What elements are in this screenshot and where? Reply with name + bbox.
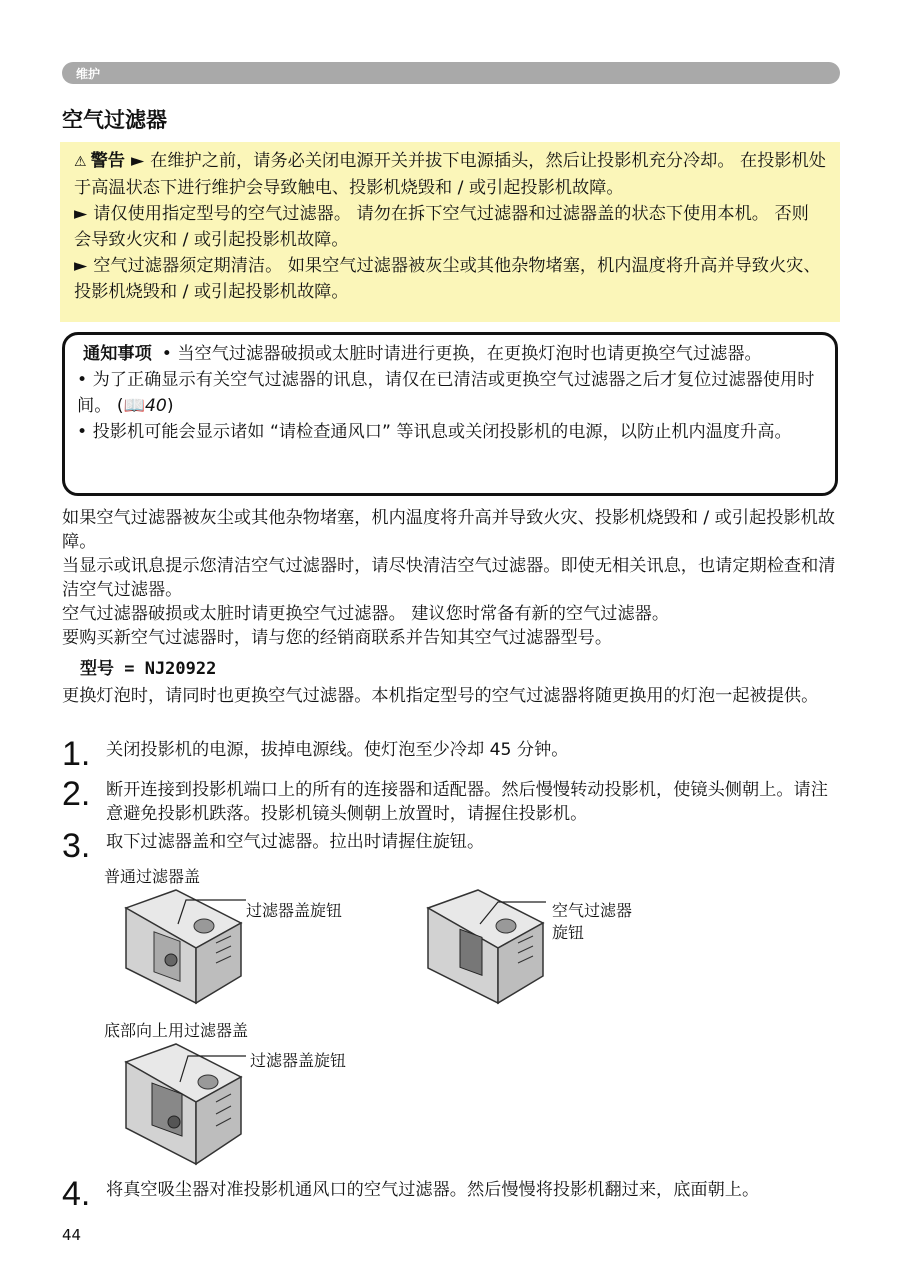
step-text: 断开连接到投影机端口上的所有的连接器和适配器。然后慢慢转动投影机，使镜头侧朝上。请注意避免投影机跌落。投影机镜头侧朝上放置时，请握住投影机。 bbox=[106, 780, 828, 824]
warning-item-3 bbox=[74, 253, 826, 305]
notice-text-1: • 当空气过滤器破损或太脏时请进行更换，在更换灯泡时也请更换空气过滤器。 bbox=[161, 344, 762, 364]
section-header-bar bbox=[62, 62, 840, 84]
notice-text-3: • 投影机可能会显示诸如 “请检查通风口” 等讯息或关闭投影机的电源，以防止机内温度升高。 bbox=[77, 422, 792, 442]
warning-item-1 bbox=[74, 148, 826, 201]
caption-normal-cover: 普通过滤器盖 bbox=[104, 867, 201, 886]
warning-item-2 bbox=[74, 201, 826, 253]
notice-item-2 bbox=[77, 367, 823, 419]
body-paragraph-3: 空气过滤器破损或太脏时请更换空气过滤器。 建议您时常备有新的空气过滤器。 bbox=[62, 604, 670, 624]
projector-illustration-air-filter bbox=[418, 888, 548, 1008]
step-3 bbox=[62, 828, 842, 864]
callout-air-filter-line1: 空气过滤器 bbox=[552, 901, 633, 920]
notice-item-1 bbox=[77, 341, 823, 367]
arrow-right-icon: ► bbox=[74, 204, 88, 224]
notice-item-3 bbox=[77, 419, 823, 445]
callout-filter-cover-knob: 过滤器盖旋钮 bbox=[246, 901, 343, 920]
body-paragraph-4: 要购买新空气过滤器时，请与您的经销商联系并告知其空气过滤器型号。 bbox=[62, 628, 613, 648]
step-number: 3. bbox=[62, 827, 91, 865]
caption-bottom-up-cover: 底部向上用过滤器盖 bbox=[104, 1021, 249, 1040]
step-text: 将真空吸尘器对准投影机通风口的空气过滤器。然后慢慢将投影机翻过来，底面朝上。 bbox=[106, 1180, 760, 1200]
warning-triangle-icon: ⚠ bbox=[74, 154, 87, 170]
notice-box bbox=[62, 332, 838, 496]
step-text: 取下过滤器盖和空气过滤器。拉出时请握住旋钮。 bbox=[106, 832, 485, 852]
projector-illustration-normal-cover bbox=[116, 888, 246, 1008]
warning-box bbox=[60, 142, 840, 322]
arrow-right-icon: ► bbox=[130, 151, 145, 171]
step-number: 1. bbox=[62, 735, 91, 773]
step-number: 4. bbox=[62, 1175, 91, 1213]
arrow-right-icon: ► bbox=[74, 256, 88, 276]
page-title: 空气过滤器 bbox=[62, 108, 167, 132]
step-4 bbox=[62, 1176, 842, 1212]
callout-air-filter-line2: 旋钮 bbox=[552, 923, 585, 942]
step-number: 2. bbox=[62, 775, 91, 813]
notice-label: 通知事项 bbox=[83, 344, 152, 364]
warning-text-2: 请仅使用指定型号的空气过滤器。 请勿在拆下空气过滤器和过滤器盖的状态下使用本机。 否则会导致火灾和 / 或引起投影机故障。 bbox=[74, 204, 809, 250]
callout-filter-cover-knob-2: 过滤器盖旋钮 bbox=[250, 1051, 347, 1070]
step-text: 关闭投影机的电源，拔掉电源线。使灯泡至少冷却 45 分钟。 bbox=[106, 740, 569, 760]
body-paragraph-1: 如果空气过滤器被灰尘或其他杂物堵塞，机内温度将升高并导致火灾、投影机烧毁和 / 或引起投影机故障。 bbox=[62, 508, 835, 552]
notice-text-2: • 为了正确显示有关空气过滤器的讯息，请仅在已清洁或更换空气过滤器之后才复位过滤器使用时间。 ( bbox=[77, 370, 815, 416]
book-reference-icon: 📖 bbox=[123, 396, 145, 416]
body-paragraph-2: 当显示或讯息提示您清洁空气过滤器时，请尽快清洁空气过滤器。即使无相关讯息，也请定期检查和清洁空气过滤器。 bbox=[62, 556, 836, 600]
section-label: 维护 bbox=[76, 67, 101, 81]
projector-illustration-bottom-up-cover bbox=[116, 1042, 246, 1170]
step-2 bbox=[62, 776, 842, 828]
warning-text-3: 空气过滤器须定期清洁。 如果空气过滤器被灰尘或其他杂物堵塞，机内温度将升高并导致火灾、投影机烧毁和 / 或引起投影机故障。 bbox=[74, 256, 821, 302]
notice-text-2-end: ) bbox=[166, 396, 174, 416]
warning-label: 警告 bbox=[90, 151, 125, 171]
step-1 bbox=[62, 736, 842, 772]
model-number: 型号 = NJ20922 bbox=[80, 659, 217, 679]
page-reference-link[interactable]: 40 bbox=[144, 396, 167, 416]
page-number: 44 bbox=[62, 1226, 82, 1244]
body-paragraph-5: 更换灯泡时，请同时也更换空气过滤器。本机指定型号的空气过滤器将随更换用的灯泡一起被提供。 bbox=[62, 686, 819, 706]
warning-text-1: 在维护之前，请务必关闭电源开关并拔下电源插头，然后让投影机充分冷却。 在投影机处于高温状态下进行维护会导致触电、投影机烧毁和 / 或引起投影机故障。 bbox=[74, 151, 826, 198]
